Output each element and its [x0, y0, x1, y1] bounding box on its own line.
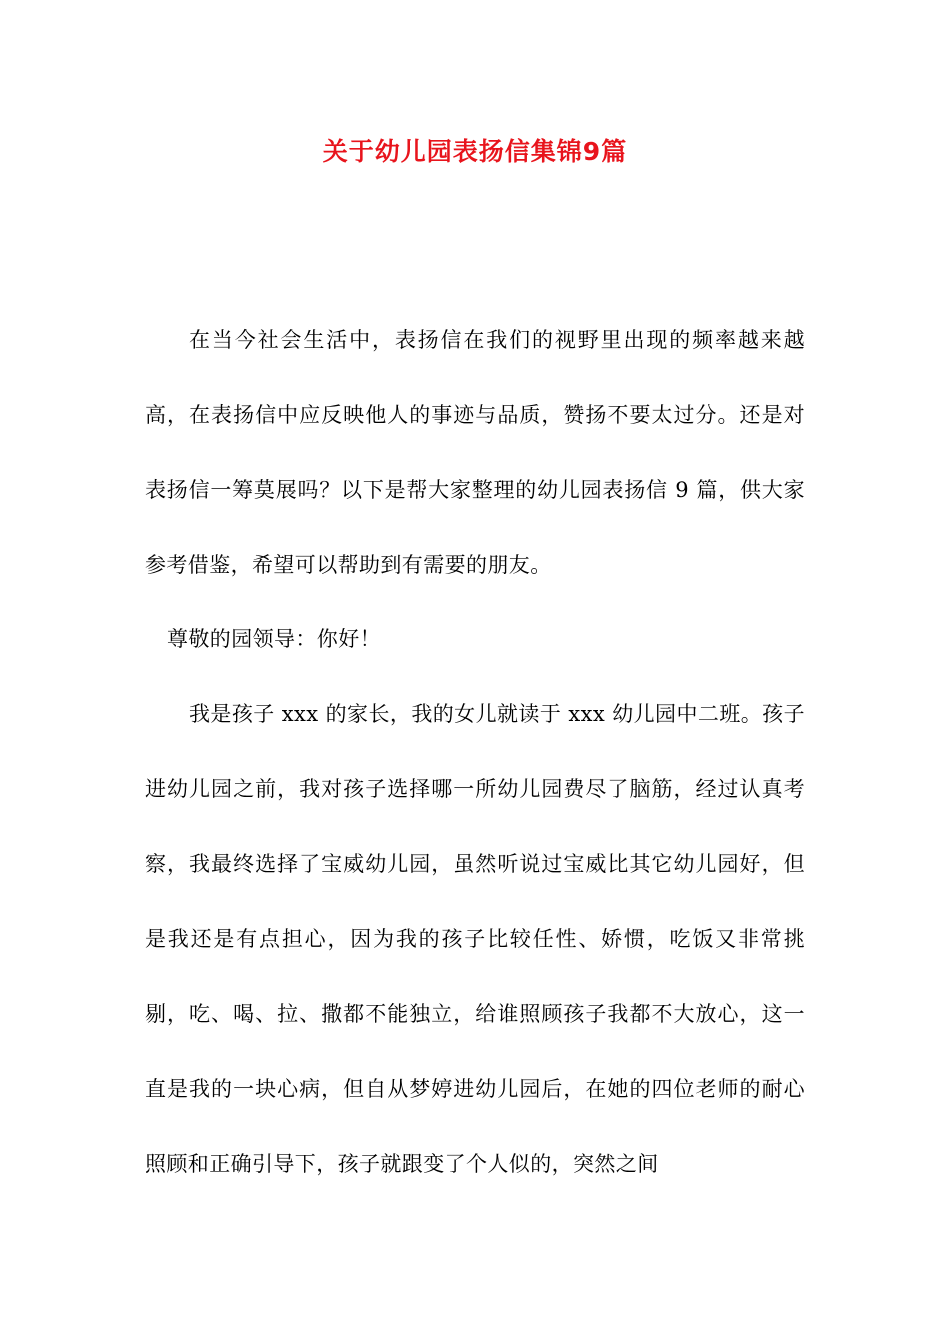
document-title: 关于幼儿园表扬信集锦9篇	[322, 137, 628, 166]
letter-body-paragraph: 我是孩子 xxx 的家长，我的女儿就读于 xxx 幼儿园中二班。孩子进幼儿园之前，我对孩子选择哪一所幼儿园费尽了脑筋，经过认真考察，我最终选择了宝威幼儿园，虽然听说过宝威比其它幼儿园好，但是我还是有点担心，因为我的孩子比较任性、娇惯，吃饭又非常挑剔，吃、喝、拉、撒都不能独立，给谁照顾孩子我都不大放心，这一直是我的一块心病，但自从梦婷进幼儿园后，在她的四位老师的耐心照顾和正确引导下，孩子就跟变了个人似的，突然之间	[145, 702, 805, 1176]
intro-paragraph: 在当今社会生活中，表扬信在我们的视野里出现的频率越来越高，在表扬信中应反映他人的事迹与品质，赞扬不要太过分。还是对表扬信一筹莫展吗？以下是帮大家整理的幼儿园表扬信 9 篇，供大家参考借鉴，希望可以帮助到有需要的朋友。	[145, 328, 805, 577]
salutation: 尊敬的园领导：你好！	[167, 627, 381, 651]
